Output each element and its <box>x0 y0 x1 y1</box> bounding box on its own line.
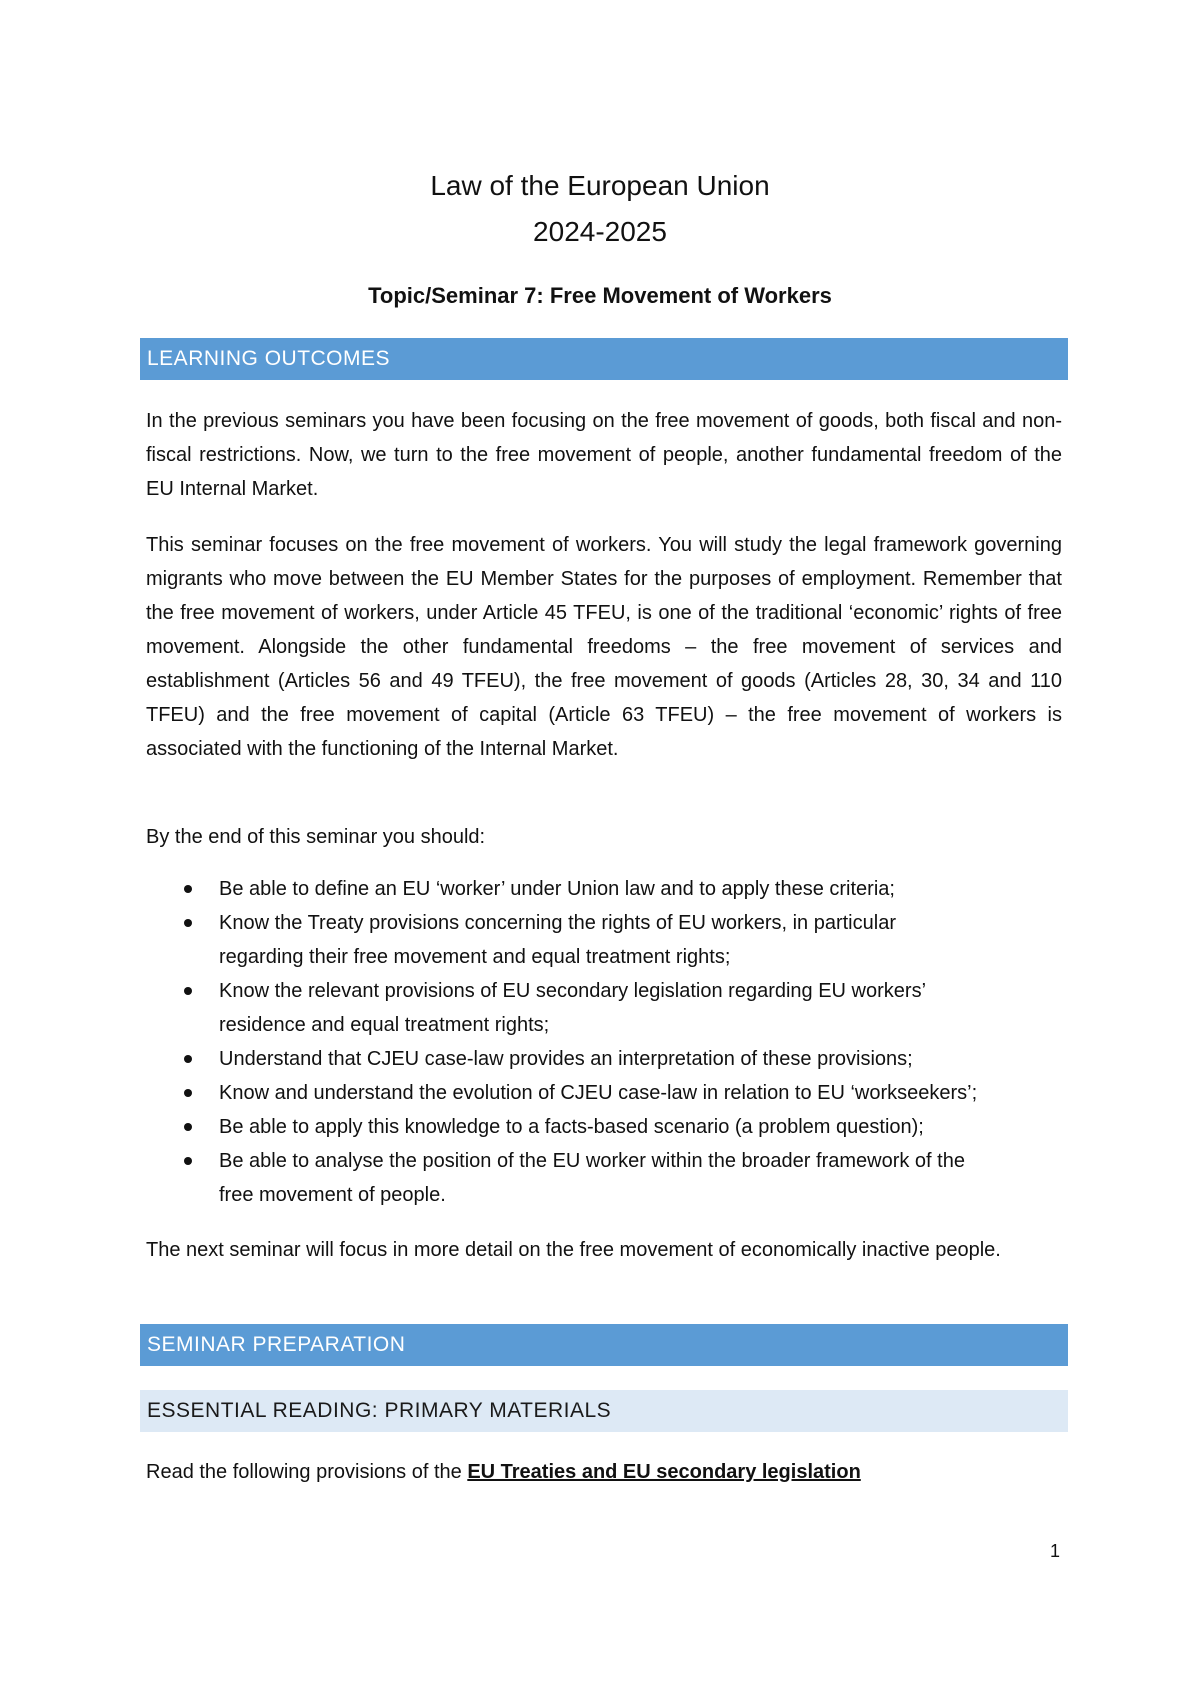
list-item: Know the relevant provisions of EU secondary legislation regarding EU workers’ residence and equal treatment rights; <box>146 974 1066 1042</box>
document-title: Law of the European Union <box>430 170 770 201</box>
reading-instruction: Read the following provisions of the EU Treaties and EU secondary legislation <box>146 1461 861 1483</box>
seminar-preparation-heading: SEMINAR PREPARATION <box>140 1324 1068 1366</box>
treaties-link[interactable]: EU Treaties and EU secondary legislation <box>467 1461 861 1483</box>
list-item: Be able to define an EU ‘worker’ under Union law and to apply these criteria; <box>146 872 1066 906</box>
list-item: Know and understand the evolution of CJEU case-law in relation to EU ‘workseekers’; <box>146 1076 1066 1110</box>
list-item: Be able to apply this knowledge to a facts-based scenario (a problem question); <box>146 1110 1066 1144</box>
learning-outcomes-heading: LEARNING OUTCOMES <box>140 338 1068 380</box>
bullet-icon <box>184 1089 192 1097</box>
list-item: Understand that CJEU case-law provides an interpretation of these provisions; <box>146 1042 1066 1076</box>
intro-paragraph: In the previous seminars you have been focusing on the free movement of goods, both fiscal and non-fiscal restrictions. Now, we turn to the free movement of people, another fundamental freedom of the EU Internal Market. <box>146 410 1062 500</box>
page-number: 1 <box>1050 1541 1061 1561</box>
outcomes-list <box>146 872 1066 1212</box>
list-item: Know the Treaty provisions concerning the rights of EU workers, in particular regarding their free movement and equal treatment rights; <box>146 906 1066 974</box>
bullet-icon <box>184 885 192 893</box>
closing-paragraph: The next seminar will focus in more detail on the free movement of economically inactive people. <box>146 1239 1001 1261</box>
academic-year: 2024-2025 <box>533 216 667 247</box>
essential-reading-heading: ESSENTIAL READING: PRIMARY MATERIALS <box>140 1390 1068 1432</box>
bullet-icon <box>184 987 192 995</box>
framework-paragraph: This seminar focuses on the free movement of workers. You will study the legal framework governing migrants who move between the EU Member States for the purposes of employment. Remember that the free movement of workers, under Article 45 TFEU, is one of the traditional ‘economic’ rights of free movement. Alongside the other fundamental freedoms – the free movement of services and establishment (Articles 56 and 49 TFEU), the free movement of goods (Articles 28, 30, 34 and 110 TFEU) and the free movement of capital (Article 63 TFEU) – the free movement of workers is associated with the functioning of the Internal Market. <box>146 534 1062 760</box>
outcomes-intro: By the end of this seminar you should: <box>146 826 486 848</box>
seminar-topic: Topic/Seminar 7: Free Movement of Workers <box>368 283 832 308</box>
bullet-icon <box>184 1055 192 1063</box>
bullet-icon <box>184 1157 192 1165</box>
bullet-icon <box>184 1123 192 1131</box>
list-item: Be able to analyse the position of the EU worker within the broader framework of the free movement of people. <box>146 1144 1066 1212</box>
bullet-icon <box>184 919 192 927</box>
